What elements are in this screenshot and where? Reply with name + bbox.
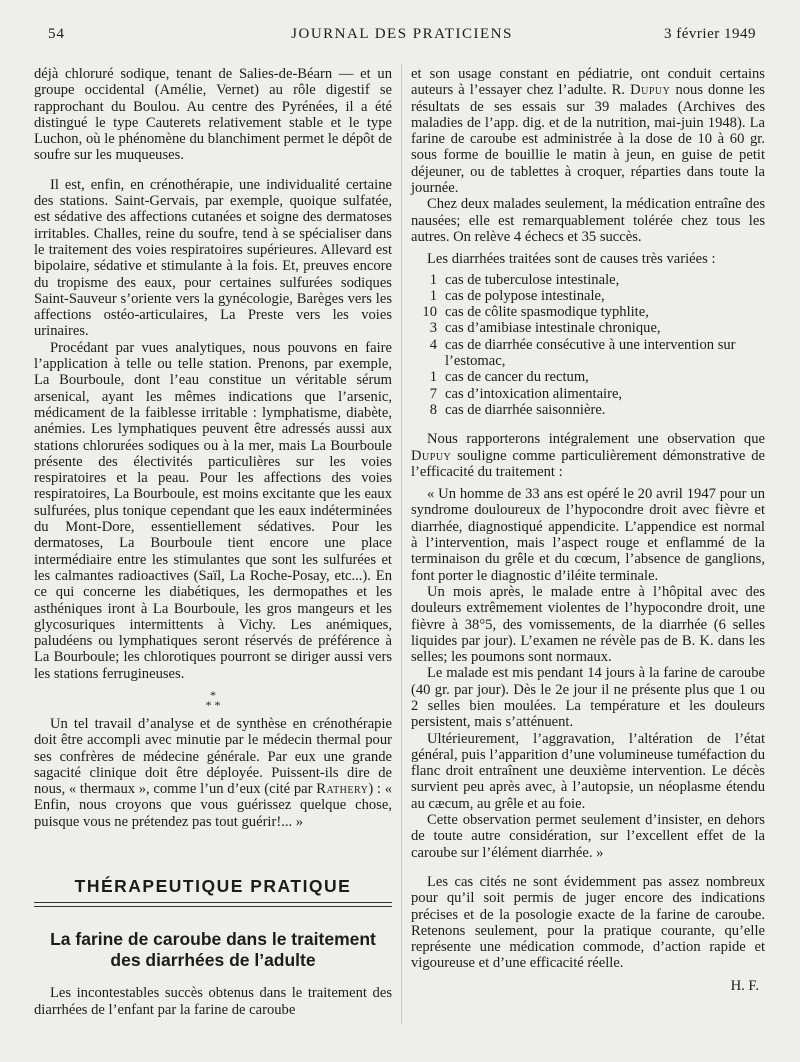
asterism-bottom: * * bbox=[205, 697, 221, 712]
list-count: 1 bbox=[429, 287, 437, 304]
list-count: 1 bbox=[429, 271, 437, 288]
text-run: ) : « Enfin, nous croyons que vous guérissez quelque chose, puisque vous ne prétendez pas tout guérir!... » bbox=[34, 781, 392, 830]
paragraph bbox=[411, 66, 765, 196]
list-count: 10 bbox=[422, 304, 437, 321]
list-text: cas de diarrhée saisonnière. bbox=[445, 401, 606, 418]
paragraph: Chez deux malades seulement, la médication entraîne des nausées; elle est remarquablement tolérée chez tous les autres. On relève 4 échecs et 35 succès. bbox=[411, 196, 765, 245]
right-column bbox=[411, 66, 765, 994]
author-name: Rathery bbox=[316, 781, 369, 798]
paragraph bbox=[411, 431, 765, 480]
quotation-paragraph: Ultérieurement, l’aggravation, l’altération de l’état général, puis l’apparition d’une volumineuse tuméfaction du flanc droit entraînent une deuxième intervention. Le décès survient peu après avec, à l’autopsie, un néoplasme étendu au cæcum, au grêle et au foie. bbox=[411, 730, 765, 812]
list-count: 3 bbox=[429, 320, 437, 337]
list-item bbox=[411, 288, 765, 304]
list-text: cas de polypose intestinale, bbox=[445, 287, 605, 304]
section-rule bbox=[34, 902, 392, 907]
list-text: cas de côlite spasmodique typhlite, bbox=[445, 304, 649, 321]
list-count: 8 bbox=[429, 401, 437, 418]
list-item bbox=[411, 369, 765, 385]
list-item bbox=[411, 272, 765, 288]
quotation-paragraph: Cette observation permet seulement d’insister, en dehors de toute autre considération, sur l’excellent effet de la caroube sur l’élément diarrhée. » bbox=[411, 812, 765, 861]
page-header bbox=[48, 26, 756, 48]
list-item bbox=[411, 320, 765, 336]
journal-title: JOURNAL DES PRATICIENS bbox=[291, 26, 513, 42]
issue-date: 3 février 1949 bbox=[664, 26, 756, 42]
paragraph bbox=[34, 716, 392, 830]
cause-list bbox=[411, 272, 765, 419]
list-item bbox=[411, 402, 765, 418]
list-text: cas d’intoxication alimentaire, bbox=[445, 385, 623, 402]
list-text: cas de cancer du rectum, bbox=[445, 369, 589, 386]
left-column bbox=[34, 66, 392, 1018]
paragraph: Les diarrhées traitées sont de causes très variées : bbox=[427, 251, 716, 268]
paragraph: Les incontestables succès obtenus dans le traitement des diarrhées de l’enfant par la farine de caroube bbox=[34, 985, 392, 1018]
list-text: cas de diarrhée consécutive à une intervention sur l’estomac, bbox=[445, 336, 736, 370]
paragraph: Les cas cités ne sont évidemment pas assez nombreux pour qu’il soit permis de juger encore des indications précises et de la posologie exacte de la farine de caroube. Retenons seulement, pour la pratique courante, qu’elle représente une médication commode, d’action rapide et vigoureuse et d’une efficacité réelle. bbox=[411, 873, 765, 972]
list-text: cas de tuberculose intestinale, bbox=[445, 271, 620, 288]
quotation-paragraph: Le malade est mis pendant 14 jours à la farine de caroube (40 gr. par jour). Dès le 2e jour il ne présente plus que 1 ou 2 selles bien moulées. La température et les douleurs persistent, mais s’atténuent. bbox=[411, 665, 765, 731]
column-divider bbox=[401, 64, 402, 1024]
list-text: cas d’amibiase intestinale chronique, bbox=[445, 320, 661, 337]
text-run: souligne comme particulièrement démonstrative de l’efficacité du traitement : bbox=[411, 447, 765, 480]
text-run: Nous rapporterons intégralement une observation que bbox=[427, 431, 765, 448]
author-name: Dupuy bbox=[411, 447, 452, 464]
author-signature: H. F. bbox=[730, 977, 759, 994]
quotation-paragraph: Un mois après, le malade entre à l’hôpital avec des douleurs extrêmement violentes de l’hypocondre droit, une fièvre à 38°5, des vomissements, de la diarrhée (6 selles liquides par jour). L’examen ne révèle pas de B. K. dans les selles; les poumons sont normaux. bbox=[411, 583, 765, 666]
list-count: 7 bbox=[429, 385, 437, 402]
paragraph: Procédant par vues analytiques, nous pouvons en faire l’application à telle ou telle station. Prenons, par exemple, La Bourboule, dont l’eau constitue un véritable sérum arsenical, ayant les mêmes indications que l’arsenic, médicament de la faiblesse irritable : lymphatisme, diabète, anémies. Les lymphatiques peuvent être adressés aussi aux stations chlorurées sodiques ou à la mer, mais La Bourboule présente des électivités particulières sur les voies respiratoires et la peau. Pour les affections des voies respiratoires, La Bourboule, est moins excitante que les eaux sulfurées, plus tonique cependant que les eaux indéterminées du Mont-Dore, essentiellement sédatives. Pour les dermatoses, La Bourboule tient encore une place intermédiaire entre les stimulantes que sont les sulfurées et les calmantes radioactives (Saïl, La Roche-Posay, etc...). En ce qui concerne les diabétiques, les dermopathes et les asthéniques iront à La Bourboule, les gros mangeurs et les glycosuriques intermittents à Vichy. Les anémiques, paludéens ou lymphatiques seront réservés de préférence à La Bourboule; les chlorotiques pourront se diriger aussi vers les stations ferrugineuses. bbox=[34, 339, 392, 682]
list-count: 4 bbox=[429, 336, 437, 353]
list-count: 1 bbox=[429, 369, 437, 386]
quotation-paragraph: « Un homme de 33 ans est opéré le 20 avril 1947 pour un syndrome douloureux de l’hypocondre droit avec fièvre et diarrhée, diagnostiqué appendicite. L’appendice est normal à l’intervention, mais l’aspect rouge et enflammé de la terminaison du grêle et du cœcum, l’absence de ganglions, font porter le diagnostic d’iléite terminale. bbox=[411, 486, 765, 584]
list-item bbox=[411, 304, 765, 320]
text-run: nous donne les résultats de ses essais sur 39 malades (Archives des maladies de l’app. dig. et de la nutrition, mai-juin 1948). La farine de caroube est administrée à la dose de 10 à 60 gr. sous forme de bouillie le matin à jeun, en guise de petit déjeuner, ou de tablettes à croquer, réparties dans toute la journée. bbox=[411, 82, 765, 197]
asterism-divider bbox=[34, 687, 392, 712]
section-title: THÉRAPEUTIQUE PRATIQUE bbox=[74, 876, 352, 897]
page-number: 54 bbox=[48, 26, 65, 42]
article-title: La farine de caroube dans le traitement des diarrhées de l’adulte bbox=[50, 929, 376, 971]
paragraph: Il est, enfin, en crénothérapie, une individualité certaine des stations. Saint-Gervais, par exemple, quoique sulfatée, est sédative des affections cutanées et soigne des dermatoses irritables. Challes, reine du soufre, tend à se spécialiser dans le traitement des voies respiratoires supérieures. Allevard est bipolaire, sédative et stimulante à la fois. Et, preuves encore du tropisme des eaux, pour certaines sulfurées sodiques Saint-Sauveur s’oriente vers la gynécologie, Barèges vers les affections ostéo-articulaires, La Preste vers les voies urinaires. bbox=[34, 176, 392, 340]
asterism-top: * bbox=[210, 687, 216, 702]
text-run: et son usage constant en pédiatrie, ont conduit certains auteurs à l’essayer chez l’adulte. R. bbox=[411, 66, 765, 99]
list-item bbox=[411, 386, 765, 402]
paragraph: déjà chloruré sodique, tenant de Salies-de-Béarn — et un groupe occidental (Amélie, Vernet) au rôle digestif se rapprochant du Boulou. Au centre des Pyrénées, il a été distingué le type Cauterets relativement stable et le type Luchon, où le phénomène du blanchiment permet le dépôt de soufre sur les muqueuses. bbox=[34, 66, 392, 164]
author-name: Dupuy bbox=[630, 82, 671, 99]
text-run: Un tel travail d’analyse et de synthèse en crénothérapie doit être accompli avec minutie par le médecin thermal pour ses confrères de médecine générale. Par eux une grande sagacité clinique doit être déployée. Puissent-ils dire de nous, « thermaux », comme l’un d’eux (cité par bbox=[34, 715, 392, 798]
list-item bbox=[411, 337, 765, 370]
